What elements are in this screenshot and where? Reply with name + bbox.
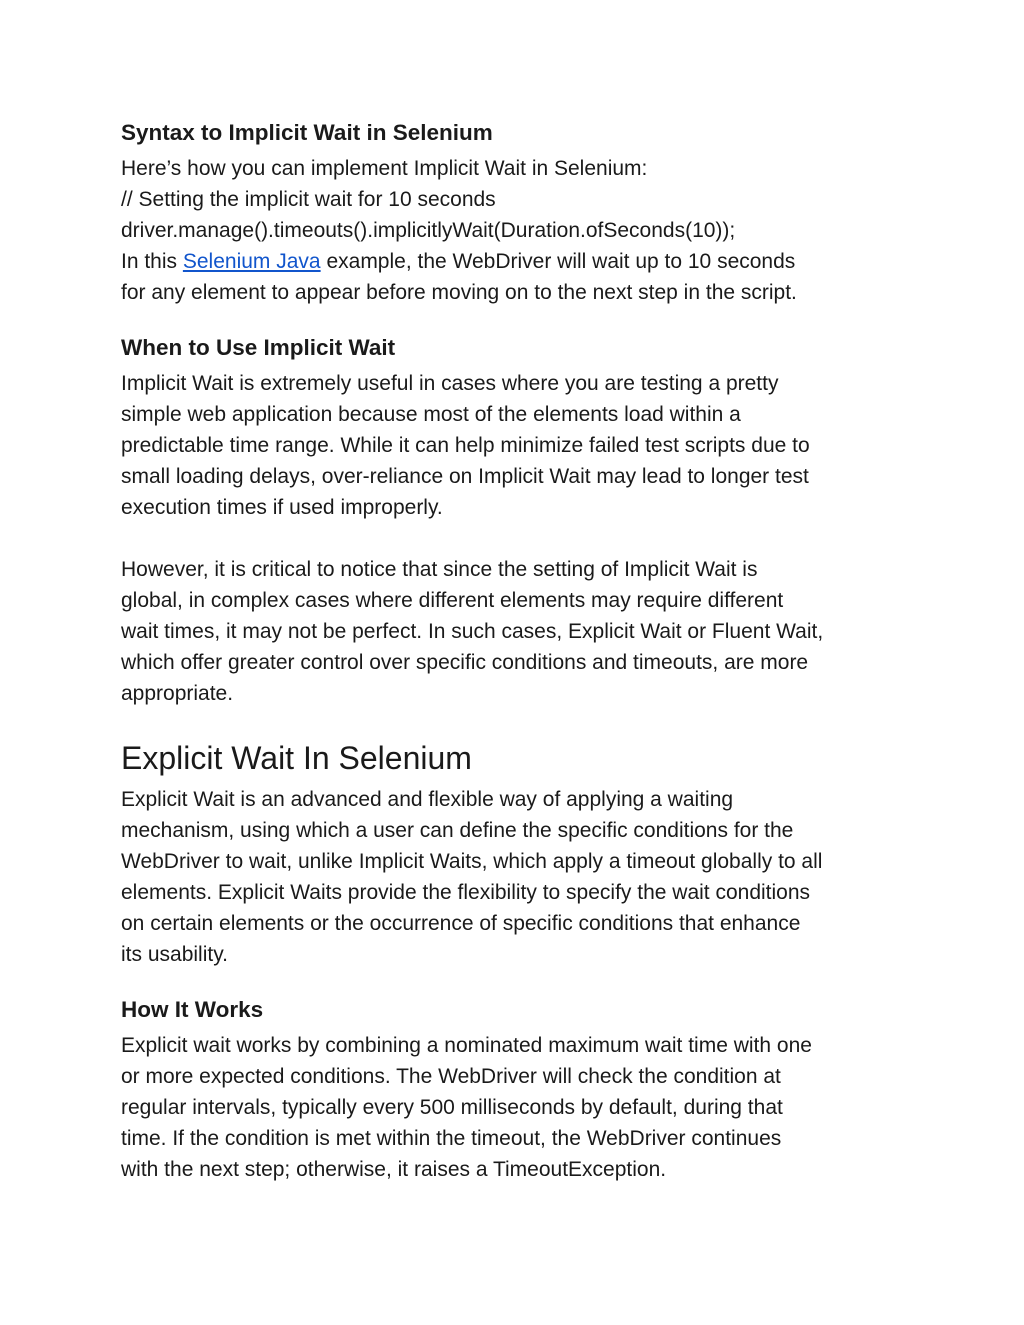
example-prefix: In this (121, 250, 183, 273)
text-line: elements. Explicit Waits provide the flexibility to specify the wait conditions (121, 881, 811, 904)
text-line: which offer greater control over specific conditions and timeouts, are more (121, 651, 809, 674)
paragraph-how (121, 1030, 921, 1185)
paragraph-when-2 (121, 554, 921, 709)
text-line: regular intervals, typically every 500 milliseconds by default, during that (121, 1096, 783, 1119)
text-line: its usability. (121, 943, 228, 966)
text-line: predictable time range. While it can help minimize failed test scripts due to (121, 434, 810, 457)
paragraph-syntax (121, 153, 921, 308)
text-line: WebDriver to wait, unlike Implicit Waits, which apply a timeout globally to all (121, 850, 823, 873)
heading-explicit-wait: Explicit Wait In Selenium (121, 740, 472, 776)
paragraph-explicit (121, 784, 921, 970)
text-line: global, in complex cases where different elements may require different (121, 589, 784, 612)
text-line: Implicit Wait is extremely useful in cases where you are testing a pretty (121, 372, 779, 395)
code-line: driver.manage().timeouts().implicitlyWait(Duration.ofSeconds(10)); (121, 219, 736, 242)
example-line-2: for any element to appear before moving on to the next step in the script. (121, 281, 797, 304)
heading-syntax-implicit-wait: Syntax to Implicit Wait in Selenium (121, 120, 493, 145)
heading-when-to-use: When to Use Implicit Wait (121, 335, 396, 360)
document-page (121, 118, 921, 1185)
example-suffix: example, the WebDriver will wait up to 10 seconds (320, 250, 796, 273)
paragraph-spacer (121, 523, 921, 554)
text-line: with the next step; otherwise, it raises a TimeoutException. (121, 1158, 667, 1181)
text-line: execution times if used improperly. (121, 496, 443, 519)
text-line: small loading delays, over-reliance on Implicit Wait may lead to longer test (121, 465, 809, 488)
text-line: However, it is critical to notice that since the setting of Implicit Wait is (121, 558, 758, 581)
syntax-line: Here’s how you can implement Implicit Wait in Selenium: (121, 157, 648, 180)
text-line: Explicit Wait is an advanced and flexible way of applying a waiting (121, 788, 734, 811)
text-line: wait times, it may not be perfect. In such cases, Explicit Wait or Fluent Wait, (121, 620, 824, 643)
text-line: time. If the condition is met within the timeout, the WebDriver continues (121, 1127, 782, 1150)
text-line: on certain elements or the occurrence of specific conditions that enhance (121, 912, 801, 935)
text-line: mechanism, using which a user can define the specific conditions for the (121, 819, 794, 842)
text-line: appropriate. (121, 682, 234, 705)
heading-how-it-works: How It Works (121, 997, 264, 1022)
text-line: Explicit wait works by combining a nominated maximum wait time with one (121, 1034, 812, 1057)
example-line (121, 246, 921, 277)
paragraph-when-1 (121, 368, 921, 523)
code-comment-line: // Setting the implicit wait for 10 seconds (121, 188, 496, 211)
text-line: simple web application because most of the elements load within a (121, 403, 741, 426)
selenium-java-link[interactable]: Selenium Java (182, 250, 321, 273)
text-line: or more expected conditions. The WebDriver will check the condition at (121, 1065, 781, 1088)
